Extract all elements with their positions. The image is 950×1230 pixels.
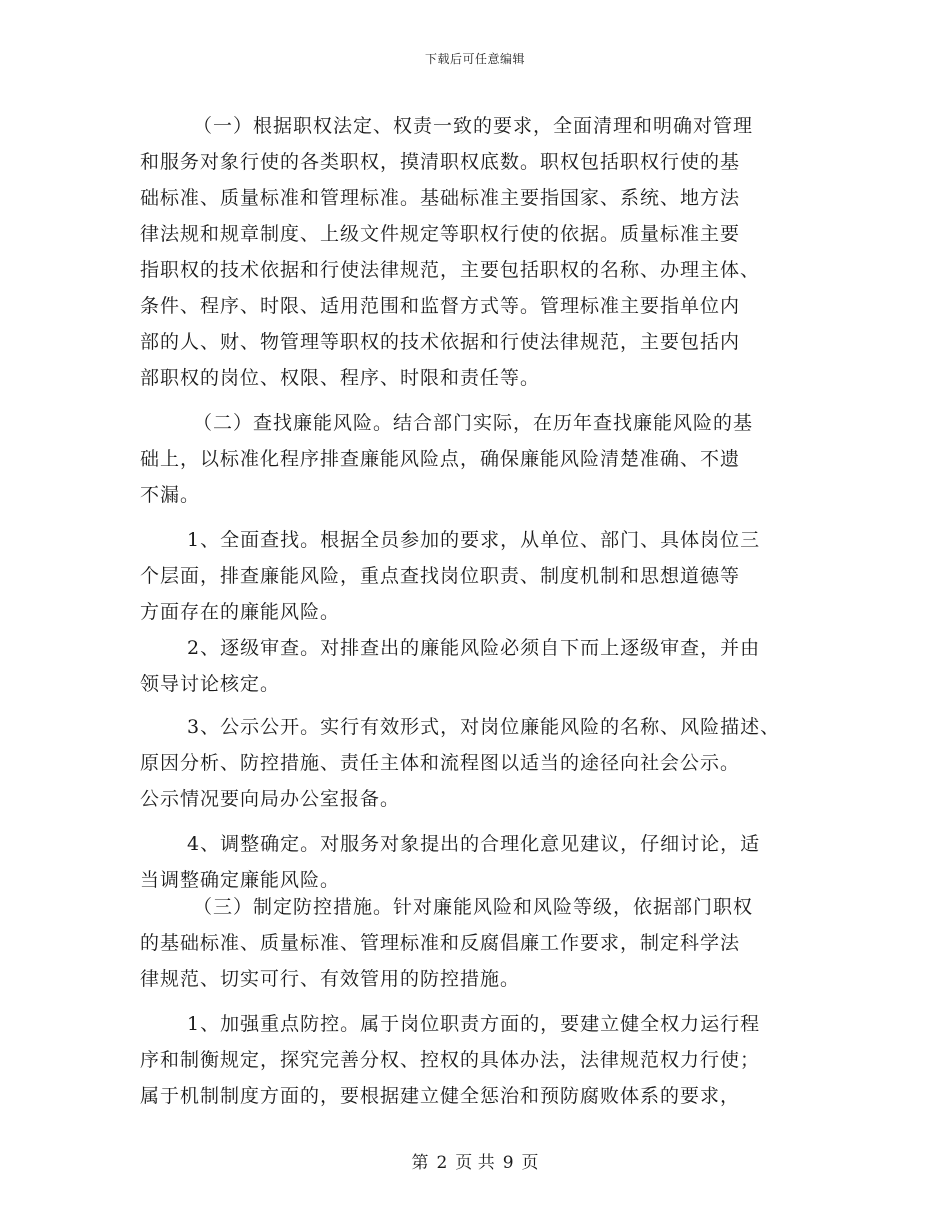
text-line: 序和制衡规定，探究完善分权、控权的具体办法，法律规范权力行使；	[140, 1049, 761, 1071]
text-line: 律法规和规章制度、上级文件规定等职权行使的依据。质量标准主要	[140, 223, 741, 245]
text-line: 2、逐级审查。对排查出的廉能风险必须自下而上逐级审查，并由	[187, 637, 761, 659]
text-line: 条件、程序、时限、适用范围和监督方式等。管理标准主要指单位内	[140, 295, 741, 317]
text-line: 指职权的技术依据和行使法律规范，主要包括职权的名称、办理主体、	[140, 259, 761, 281]
text-line: 部的人、财、物管理等职权的技术依据和行使法律规范，主要包括内	[140, 331, 741, 353]
text-line: 当调整确定廉能风险。	[140, 869, 341, 891]
text-line: 律规范、切实可行、有效管用的防控措施。	[140, 968, 521, 990]
text-line: 3、公示公开。实行有效形式，对岗位廉能风险的名称、风险描述、	[187, 716, 781, 738]
total-page-count: 9	[502, 1153, 514, 1173]
text-line: 原因分析、防控措施、责任主体和流程图以适当的途径向社会公示。	[140, 752, 741, 774]
current-page-number: 2	[436, 1153, 448, 1173]
page-header: 下载后可任意编辑	[424, 52, 525, 66]
text-line: 4、调整确定。对服务对象提出的合理化意见建议，仔细讨论，适	[187, 833, 761, 855]
text-line: 1、加强重点防控。属于岗位职责方面的，要建立健全权力运行程	[187, 1013, 761, 1035]
text-line: 1、全面查找。根据全员参加的要求，从单位、部门、具体岗位三	[187, 529, 761, 551]
text-line: 个层面，排查廉能风险，重点查找岗位职责、制度机制和思想道德等	[140, 565, 741, 587]
text-line: 部职权的岗位、权限、程序、时限和责任等。	[140, 367, 541, 389]
text-line: 础标准、质量标准和管理标准。基础标准主要指国家、系统、地方法	[140, 187, 741, 209]
text-line: 础上，以标准化程序排查廉能风险点，确保廉能风险清楚准确、不遗	[140, 448, 741, 470]
text-line: 公示情况要向局办公室报备。	[140, 788, 401, 810]
footer-prefix: 第	[411, 1153, 429, 1173]
text-line: 不漏。	[140, 484, 201, 506]
text-line: 和服务对象行使的各类职权，摸清职权底数。职权包括职权行使的基	[140, 151, 741, 173]
text-line: 领导讨论核定。	[140, 673, 281, 695]
text-line: 方面存在的廉能风险。	[140, 601, 341, 623]
footer-middle: 页 共	[455, 1153, 495, 1173]
text-line: 的基础标准、质量标准、管理标准和反腐倡廉工作要求，制定科学法	[140, 932, 741, 954]
page-number-footer	[0, 1152, 950, 1174]
text-line: （三）制定防控措施。针对廉能风险和风险等级，依据部门职权	[193, 896, 754, 918]
footer-suffix: 页	[521, 1153, 539, 1173]
text-line: （一）根据职权法定、权责一致的要求，全面清理和明确对管理	[193, 115, 754, 137]
text-line: 属于机制制度方面的，要根据建立健全惩治和预防腐败体系的要求，	[140, 1085, 741, 1107]
text-line: （二）查找廉能风险。结合部门实际，在历年查找廉能风险的基	[193, 412, 754, 434]
